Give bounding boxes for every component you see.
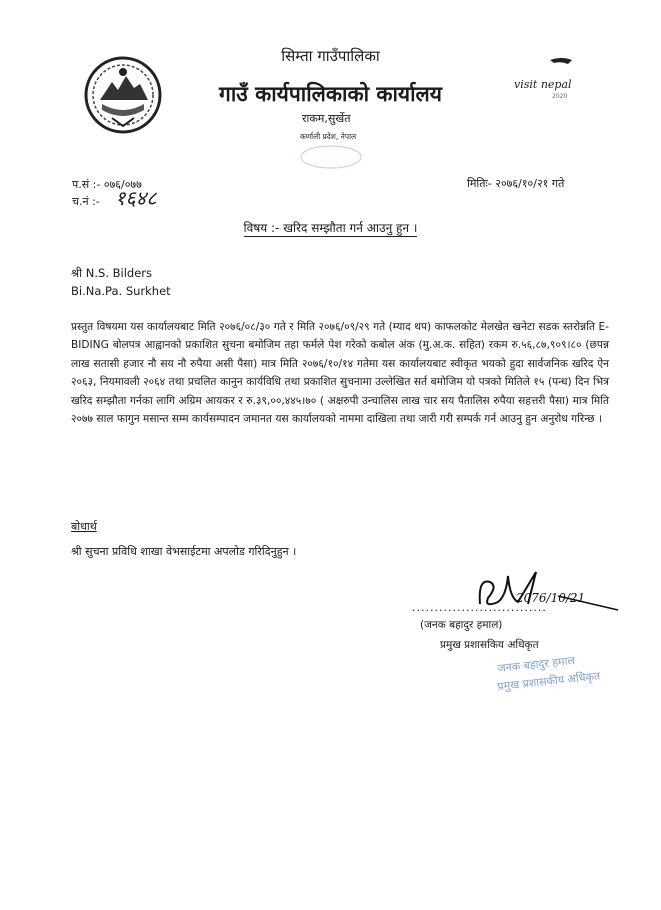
svg-text:visit nepal: visit nepal (514, 78, 572, 91)
recipient-address: Bi.Na.Pa. Surkhet (71, 284, 171, 298)
office-name: गाउँ कार्यपालिकाको कार्यालय (219, 82, 442, 106)
letter-body: प्रस्तुत विषयमा यस कार्यालयबाट मिति २०७६/०८/३० गते र मिति २०७६/०९/२९ गते (म्याद थप) काफलकोट मेलखेत खनेटा सडक स्तरोन्नति E-BIDING बोलपत्र आह्वानको प्रकाशित सुचना बमोजिम तहा फर्मले पेश गरेको कबोल अंक (मु.अ.क. सहित) रकम रु.५६,८७,९०९।८० (छपन्न लाख सतासी हजार नौ सय नौ रुपैया असी पैसा) मात्र मिति २०७६/१०/१४ गतेमा यस कार्यालयबाट स्वीकृत भयको हुदा सार्वजनिक खरिद ऐन २०६३, नियमावली २०६४ तथा प्रचलित कानुन कार्यविधि तथा प्रकाशित सुचनामा उल्लेखित सर्त बमोजिम यो पत्रको मितिले १५ (पन्ध) दिन भित्र खरिद सम्झौता गर्नका लागि अग्रिम आयकर र रु.३९,००,४४५।७० ( अक्षरुपी उन्चालिस लाख चार सय पैतालिस रुपैया सहत्तरी पैसा) मात्र मिति २०७७ साल फागुन मसान्त सम्म कार्यसम्पादन जमानत यस कार्यालयको नाममा दाखिला तथा जारी गरी सम्पर्क गर्न आउनु हुन अनुरोध गरिन्छ । (71, 321, 609, 426)
subject-text: विषय :- खरिद सम्झौता गर्न आउनु हुन । (243, 221, 418, 235)
municipality-name: सिम्ता गाउँपालिका (281, 47, 380, 65)
official-stamp (490, 642, 620, 698)
signature-line: .............................. (412, 601, 547, 614)
svg-text:जनक बहादुर हमाल: जनक बहादुर हमाल (496, 653, 576, 675)
signatory-title: प्रमुख प्रशासकिय अधिकृत (440, 639, 539, 651)
province-line: कर्णाली प्रदेश, नेपाल (300, 132, 357, 141)
svg-text:2076/10/21: 2076/10/21 (516, 591, 586, 605)
office-address: राकम,सुर्खेत (302, 112, 351, 125)
svg-text:2020: 2020 (552, 93, 568, 100)
svg-text:प्रमुख प्रशासकीय अधिकृत: प्रमुख प्रशासकीय अधिकृत (496, 669, 601, 694)
signatory-name: (जनक बहादुर हमाल) (420, 619, 503, 631)
bodharth-heading: बोधार्थ (71, 520, 97, 533)
recipient-name: श्री N.S. Bilders (71, 266, 153, 280)
dispatch-number-label: च.नं :- (72, 195, 100, 208)
visit-nepal-logo (510, 54, 596, 100)
letter-date: मितिः- २०७६/१०/२१ गते (467, 177, 565, 190)
subject-line (0, 219, 661, 236)
letter-serial: प.सं :- ०७६/०७७ (72, 178, 142, 191)
cc-line: श्री सुचना प्रविधि शाखा वेभसाईटमा अपलोड गरिदिनुहुन । (71, 545, 297, 558)
dispatch-number-handwritten: १६४८ (115, 186, 157, 210)
faint-seal-mark (296, 143, 366, 171)
